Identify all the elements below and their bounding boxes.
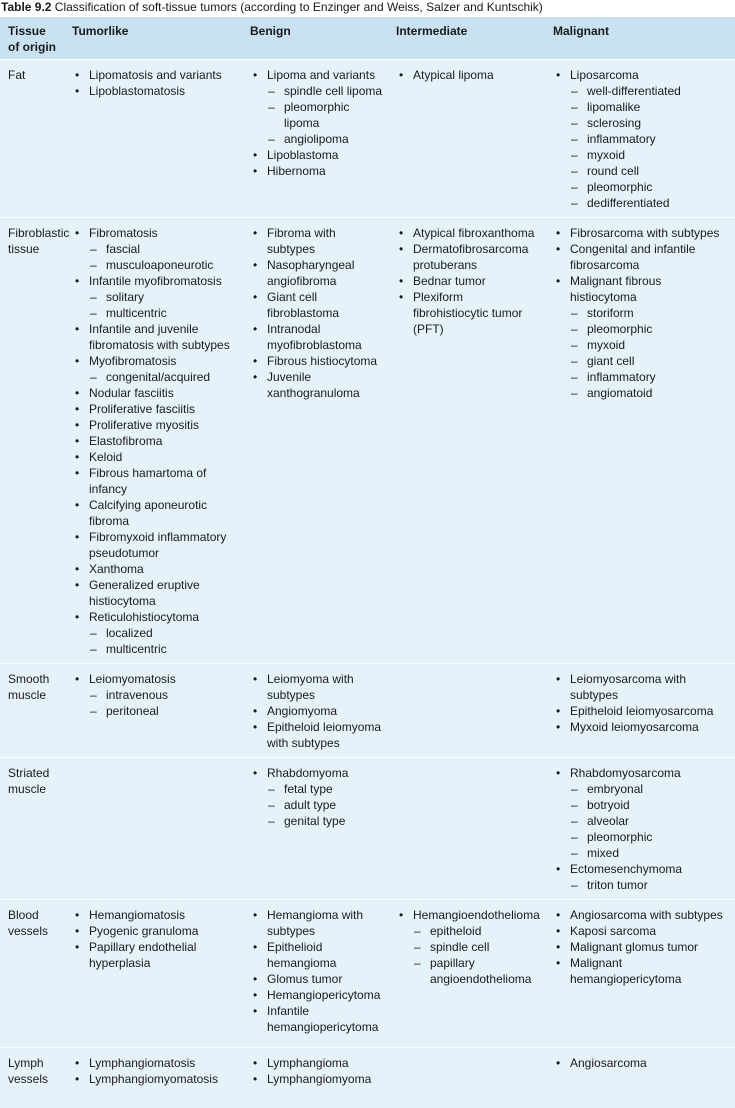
bullet-list [250, 225, 384, 401]
list-item-text: Atypical fibroxanthoma [413, 226, 535, 240]
list-item [553, 939, 731, 955]
subtype-item: – botryoid [570, 797, 731, 813]
list-item [250, 939, 384, 971]
list-item-text: Papillary endothelial hyperplasia [89, 940, 197, 970]
tissue-origin-cell: Lymph vessels [8, 1056, 49, 1086]
list-item-text: Nodular fasciitis [89, 386, 174, 400]
list-item [250, 289, 384, 321]
subtype-item: – multicentric [89, 641, 238, 657]
subtype-item: – multicentric [89, 305, 238, 321]
table-row [0, 758, 735, 900]
list-item-text: Lymphangiomyoma [267, 1072, 372, 1086]
table-row [0, 218, 735, 664]
bullet-list [72, 225, 238, 657]
list-item [72, 465, 238, 497]
list-item-text: Atypical lipoma [413, 68, 494, 82]
list-item [72, 401, 238, 417]
table-body [0, 60, 735, 1108]
subtype-item: – alveolar [570, 813, 731, 829]
list-item-text: Angiomyoma [267, 704, 338, 718]
subtype-list [570, 305, 731, 401]
list-item [553, 907, 731, 923]
benign-cell [242, 664, 388, 758]
list-item [396, 289, 541, 337]
bullet-list [396, 225, 541, 337]
subtype-item: – storiform [570, 305, 731, 321]
list-item-text: Infantile myofibromatosis [89, 274, 222, 288]
list-item-text: Juvenile xanthogranuloma [267, 370, 360, 400]
subtype-item: – angiomatoid [570, 385, 731, 401]
list-item [72, 67, 238, 83]
list-item [553, 671, 731, 703]
list-item [72, 561, 238, 577]
bullet-list [250, 67, 384, 179]
list-item-text: Liposarcoma [570, 68, 639, 82]
subtype-list [89, 241, 238, 273]
bullet-list [72, 67, 238, 99]
benign-cell [242, 60, 388, 218]
subtype-list [570, 781, 731, 861]
list-item [72, 577, 238, 609]
bullet-list [553, 67, 731, 211]
subtype-list [89, 625, 238, 657]
list-item [250, 703, 384, 719]
subtype-list [570, 83, 731, 211]
list-item-text: Giant cell fibroblastoma [267, 290, 340, 320]
list-item [72, 1055, 238, 1071]
benign-cell [242, 758, 388, 900]
list-item-text: Proliferative fasciitis [89, 402, 196, 416]
list-item [553, 923, 731, 939]
list-item [250, 147, 384, 163]
list-item-text: Angiosarcoma with subtypes [570, 908, 723, 922]
list-item-text: Keloid [89, 450, 123, 464]
benign-cell [242, 218, 388, 664]
bullet-list [553, 765, 731, 893]
list-item [72, 529, 238, 561]
subtype-item: – epitheloid [413, 923, 541, 939]
list-item-text: Lipoblastomatosis [89, 84, 186, 98]
list-item [396, 273, 541, 289]
list-item-text: Hemangioma with subtypes [267, 908, 364, 938]
subtype-item: – myxoid [570, 337, 731, 353]
list-item-text: Dermatofibrosarcoma protuberans [413, 242, 529, 272]
subtype-item: – round cell [570, 163, 731, 179]
list-item [72, 417, 238, 433]
subtype-item: – musculoaponeurotic [89, 257, 238, 273]
subtype-item: – fetal type [267, 781, 384, 797]
list-item-text: Rhabdomyosarcoma [570, 766, 681, 780]
header-tumorlike: Tumorlike [72, 24, 129, 38]
list-item-text: Bednar tumor [413, 274, 486, 288]
header-intermediate: Intermediate [396, 24, 468, 38]
list-item-text: Infantile hemangiopericytoma [267, 1004, 379, 1034]
subtype-item: – myxoid [570, 147, 731, 163]
subtype-item: – lipomalike [570, 99, 731, 115]
subtype-item: – well-differentiated [570, 83, 731, 99]
benign-cell [242, 1048, 388, 1108]
list-item [72, 83, 238, 99]
table-row [0, 1048, 735, 1108]
list-item [553, 955, 731, 987]
list-item [72, 321, 238, 353]
list-item [72, 923, 238, 939]
list-item [250, 907, 384, 939]
list-item-text: Reticulohistiocytoma [89, 610, 200, 624]
subtype-item: – giant cell [570, 353, 731, 369]
list-item [72, 225, 238, 273]
list-item [396, 241, 541, 273]
list-item-text: Lipoblastoma [267, 148, 339, 162]
subtype-item: – embryonal [570, 781, 731, 797]
header-tissue-of-origin: Tissue of origin [8, 24, 56, 54]
list-item-text: Xanthoma [89, 562, 144, 576]
table-row [0, 60, 735, 218]
list-item [553, 861, 731, 893]
list-item [72, 609, 238, 657]
subtype-item: – spindle cell lipoma [267, 83, 384, 99]
malignant-cell [545, 900, 735, 1048]
tumorlike-cell [64, 218, 242, 664]
list-item-text: Fibromyxoid inflammatory pseudotumor [89, 530, 227, 560]
subtype-item: – mixed [570, 845, 731, 861]
subtype-item: – congenital/acquired [89, 369, 238, 385]
bullet-list [250, 907, 384, 1035]
bullet-list [250, 1055, 384, 1087]
subtype-item: – pleomorphic [570, 321, 731, 337]
header-malignant: Malignant [553, 24, 609, 38]
subtype-list [89, 289, 238, 321]
list-item-text: Myxoid leiomyosarcoma [570, 720, 699, 734]
list-item [553, 273, 731, 401]
subtype-item: – papillary angioendothelioma [413, 955, 541, 987]
list-item [250, 225, 384, 257]
list-item-text: Hemangioendothelioma [413, 908, 540, 922]
subtype-item: – inflammatory [570, 131, 731, 147]
bullet-list [250, 671, 384, 751]
subtype-item: – pleomorphic lipoma [267, 99, 384, 131]
list-item [553, 241, 731, 273]
tumorlike-cell [64, 1048, 242, 1108]
list-item [553, 703, 731, 719]
list-item [553, 67, 731, 211]
list-item [250, 257, 384, 289]
malignant-cell [545, 218, 735, 664]
subtype-item: – inflammatory [570, 369, 731, 385]
subtype-item: – sclerosing [570, 115, 731, 131]
list-item-text: Congenital and infantile fibrosarcoma [570, 242, 696, 272]
tissue-origin-cell: Smooth muscle [8, 672, 50, 702]
list-item-text: Fibroma with subtypes [267, 226, 336, 256]
subtype-item: – solitary [89, 289, 238, 305]
list-item-text: Intranodal myofibroblastoma [267, 322, 362, 352]
tumorlike-cell [64, 758, 242, 900]
bullet-list [396, 67, 541, 83]
list-item-text: Malignant hemangiopericytoma [570, 956, 682, 986]
bullet-list [72, 907, 238, 971]
list-item [72, 939, 238, 971]
header-benign: Benign [250, 24, 291, 38]
malignant-cell [545, 758, 735, 900]
list-item-text: Leiomyosarcoma with subtypes [570, 672, 687, 702]
table-caption [0, 0, 735, 17]
list-item [553, 765, 731, 861]
subtype-item: – dedifferentiated [570, 195, 731, 211]
list-item [250, 1071, 384, 1087]
list-item-text: Nasopharyngeal angiofibroma [267, 258, 355, 288]
tumorlike-cell [64, 60, 242, 218]
intermediate-cell [388, 60, 545, 218]
list-item [250, 321, 384, 353]
bullet-list [553, 671, 731, 735]
list-item [250, 719, 384, 751]
intermediate-cell [388, 758, 545, 900]
list-item [250, 971, 384, 987]
table-caption-text: Classification of soft-tissue tumors (according to Enzinger and Weiss, Salzer and Kuntschik) [51, 0, 543, 14]
malignant-cell [545, 60, 735, 218]
list-item [72, 273, 238, 321]
list-item-text: Elastofibroma [89, 434, 163, 448]
list-item-text: Epithelioid hemangioma [267, 940, 337, 970]
list-item-text: Malignant glomus tumor [570, 940, 699, 954]
tissue-origin-cell: Blood vessels [8, 908, 49, 938]
list-item-text: Lymphangiomatosis [89, 1056, 196, 1070]
list-item [72, 907, 238, 923]
tumorlike-cell [64, 900, 242, 1048]
list-item [72, 433, 238, 449]
list-item [250, 1003, 384, 1035]
bullet-list [553, 1055, 731, 1071]
list-item-text: Lipomatosis and variants [89, 68, 222, 82]
malignant-cell [545, 1048, 735, 1108]
list-item-text: Epitheloid leiomyoma with subtypes [267, 720, 382, 750]
list-item-text: Rhabdomyoma [267, 766, 349, 780]
list-item [72, 385, 238, 401]
table-row [0, 664, 735, 758]
bullet-list [72, 1055, 238, 1087]
list-item-text: Generalized eruptive histiocytoma [89, 578, 200, 608]
list-item-text: Glomus tumor [267, 972, 343, 986]
subtype-list [89, 369, 238, 385]
subtype-item: – intravenous [89, 687, 238, 703]
bullet-list [250, 765, 384, 829]
list-item [553, 1055, 731, 1071]
list-item [250, 671, 384, 703]
list-item [396, 907, 541, 987]
list-item-text: Hemangiomatosis [89, 908, 186, 922]
list-item [72, 497, 238, 529]
list-item-text: Hemangiopericytoma [267, 988, 381, 1002]
intermediate-cell [388, 1048, 545, 1108]
subtype-item: – peritoneal [89, 703, 238, 719]
intermediate-cell [388, 218, 545, 664]
subtype-list [267, 83, 384, 147]
table-row [0, 900, 735, 1048]
bullet-list [553, 225, 731, 401]
list-item [396, 67, 541, 83]
list-item-text: Malignant fibrous histiocytoma [570, 274, 662, 304]
list-item-text: Lipoma and variants [267, 68, 376, 82]
list-item-text: Proliferative myositis [89, 418, 200, 432]
list-item [250, 163, 384, 179]
list-item-text: Kaposi sarcoma [570, 924, 657, 938]
subtype-list [413, 923, 541, 987]
list-item-text: Leiomyomatosis [89, 672, 176, 686]
list-item [396, 225, 541, 241]
subtype-item: – genital type [267, 813, 384, 829]
benign-cell [242, 900, 388, 1048]
tissue-origin-cell: Striated muscle [8, 766, 50, 796]
subtype-list [89, 687, 238, 719]
tissue-origin-cell: Fat [8, 68, 26, 82]
classification-table [0, 17, 735, 1108]
tissue-origin-cell: Fibroblastic tissue [8, 226, 70, 256]
list-item-text: Hibernoma [267, 164, 326, 178]
list-item [72, 671, 238, 719]
subtype-item: – pleomorphic [570, 179, 731, 195]
list-item-text: Fibrous hamartoma of infancy [89, 466, 207, 496]
subtype-item: – triton tumor [570, 877, 731, 893]
list-item-text: Myofibromatosis [89, 354, 177, 368]
bullet-list [396, 907, 541, 987]
list-item [250, 353, 384, 369]
subtype-item: – adult type [267, 797, 384, 813]
table-header-row [0, 17, 735, 60]
subtype-item: – spindle cell [413, 939, 541, 955]
table-label: Table 9.2 [1, 0, 52, 14]
subtype-item: – fascial [89, 241, 238, 257]
list-item [250, 369, 384, 401]
list-item-text: Epitheloid leiomyosarcoma [570, 704, 714, 718]
bullet-list [72, 671, 238, 719]
bullet-list [553, 907, 731, 987]
list-item [250, 765, 384, 829]
list-item [72, 449, 238, 465]
list-item-text: Fibrous histiocytoma [267, 354, 378, 368]
list-item-text: Ectomesenchymoma [570, 862, 683, 876]
list-item-text: Infantile and juvenile fibromatosis with subtypes [89, 322, 230, 352]
list-item-text: Lymphangioma [267, 1056, 349, 1070]
list-item [72, 353, 238, 385]
list-item-text: Angiosarcoma [570, 1056, 647, 1070]
list-item-text: Fibromatosis [89, 226, 158, 240]
subtype-list [570, 877, 731, 893]
list-item-text: Lymphangiomyomatosis [89, 1072, 218, 1086]
list-item-text: Plexiform fibrohistiocytic tumor (PFT) [413, 290, 523, 336]
intermediate-cell [388, 664, 545, 758]
list-item-text: Pyogenic granuloma [89, 924, 199, 938]
list-item [553, 225, 731, 241]
subtype-item: – localized [89, 625, 238, 641]
intermediate-cell [388, 900, 545, 1048]
list-item [553, 719, 731, 735]
tumorlike-cell [64, 664, 242, 758]
malignant-cell [545, 664, 735, 758]
subtype-item: – pleomorphic [570, 829, 731, 845]
list-item-text: Leiomyoma with subtypes [267, 672, 354, 702]
list-item [250, 1055, 384, 1071]
list-item [72, 1071, 238, 1087]
subtype-list [267, 781, 384, 829]
list-item-text: Calcifying aponeurotic fibroma [89, 498, 208, 528]
list-item [250, 67, 384, 147]
subtype-item: – angiolipoma [267, 131, 384, 147]
list-item [250, 987, 384, 1003]
list-item-text: Fibrosarcoma with subtypes [570, 226, 720, 240]
